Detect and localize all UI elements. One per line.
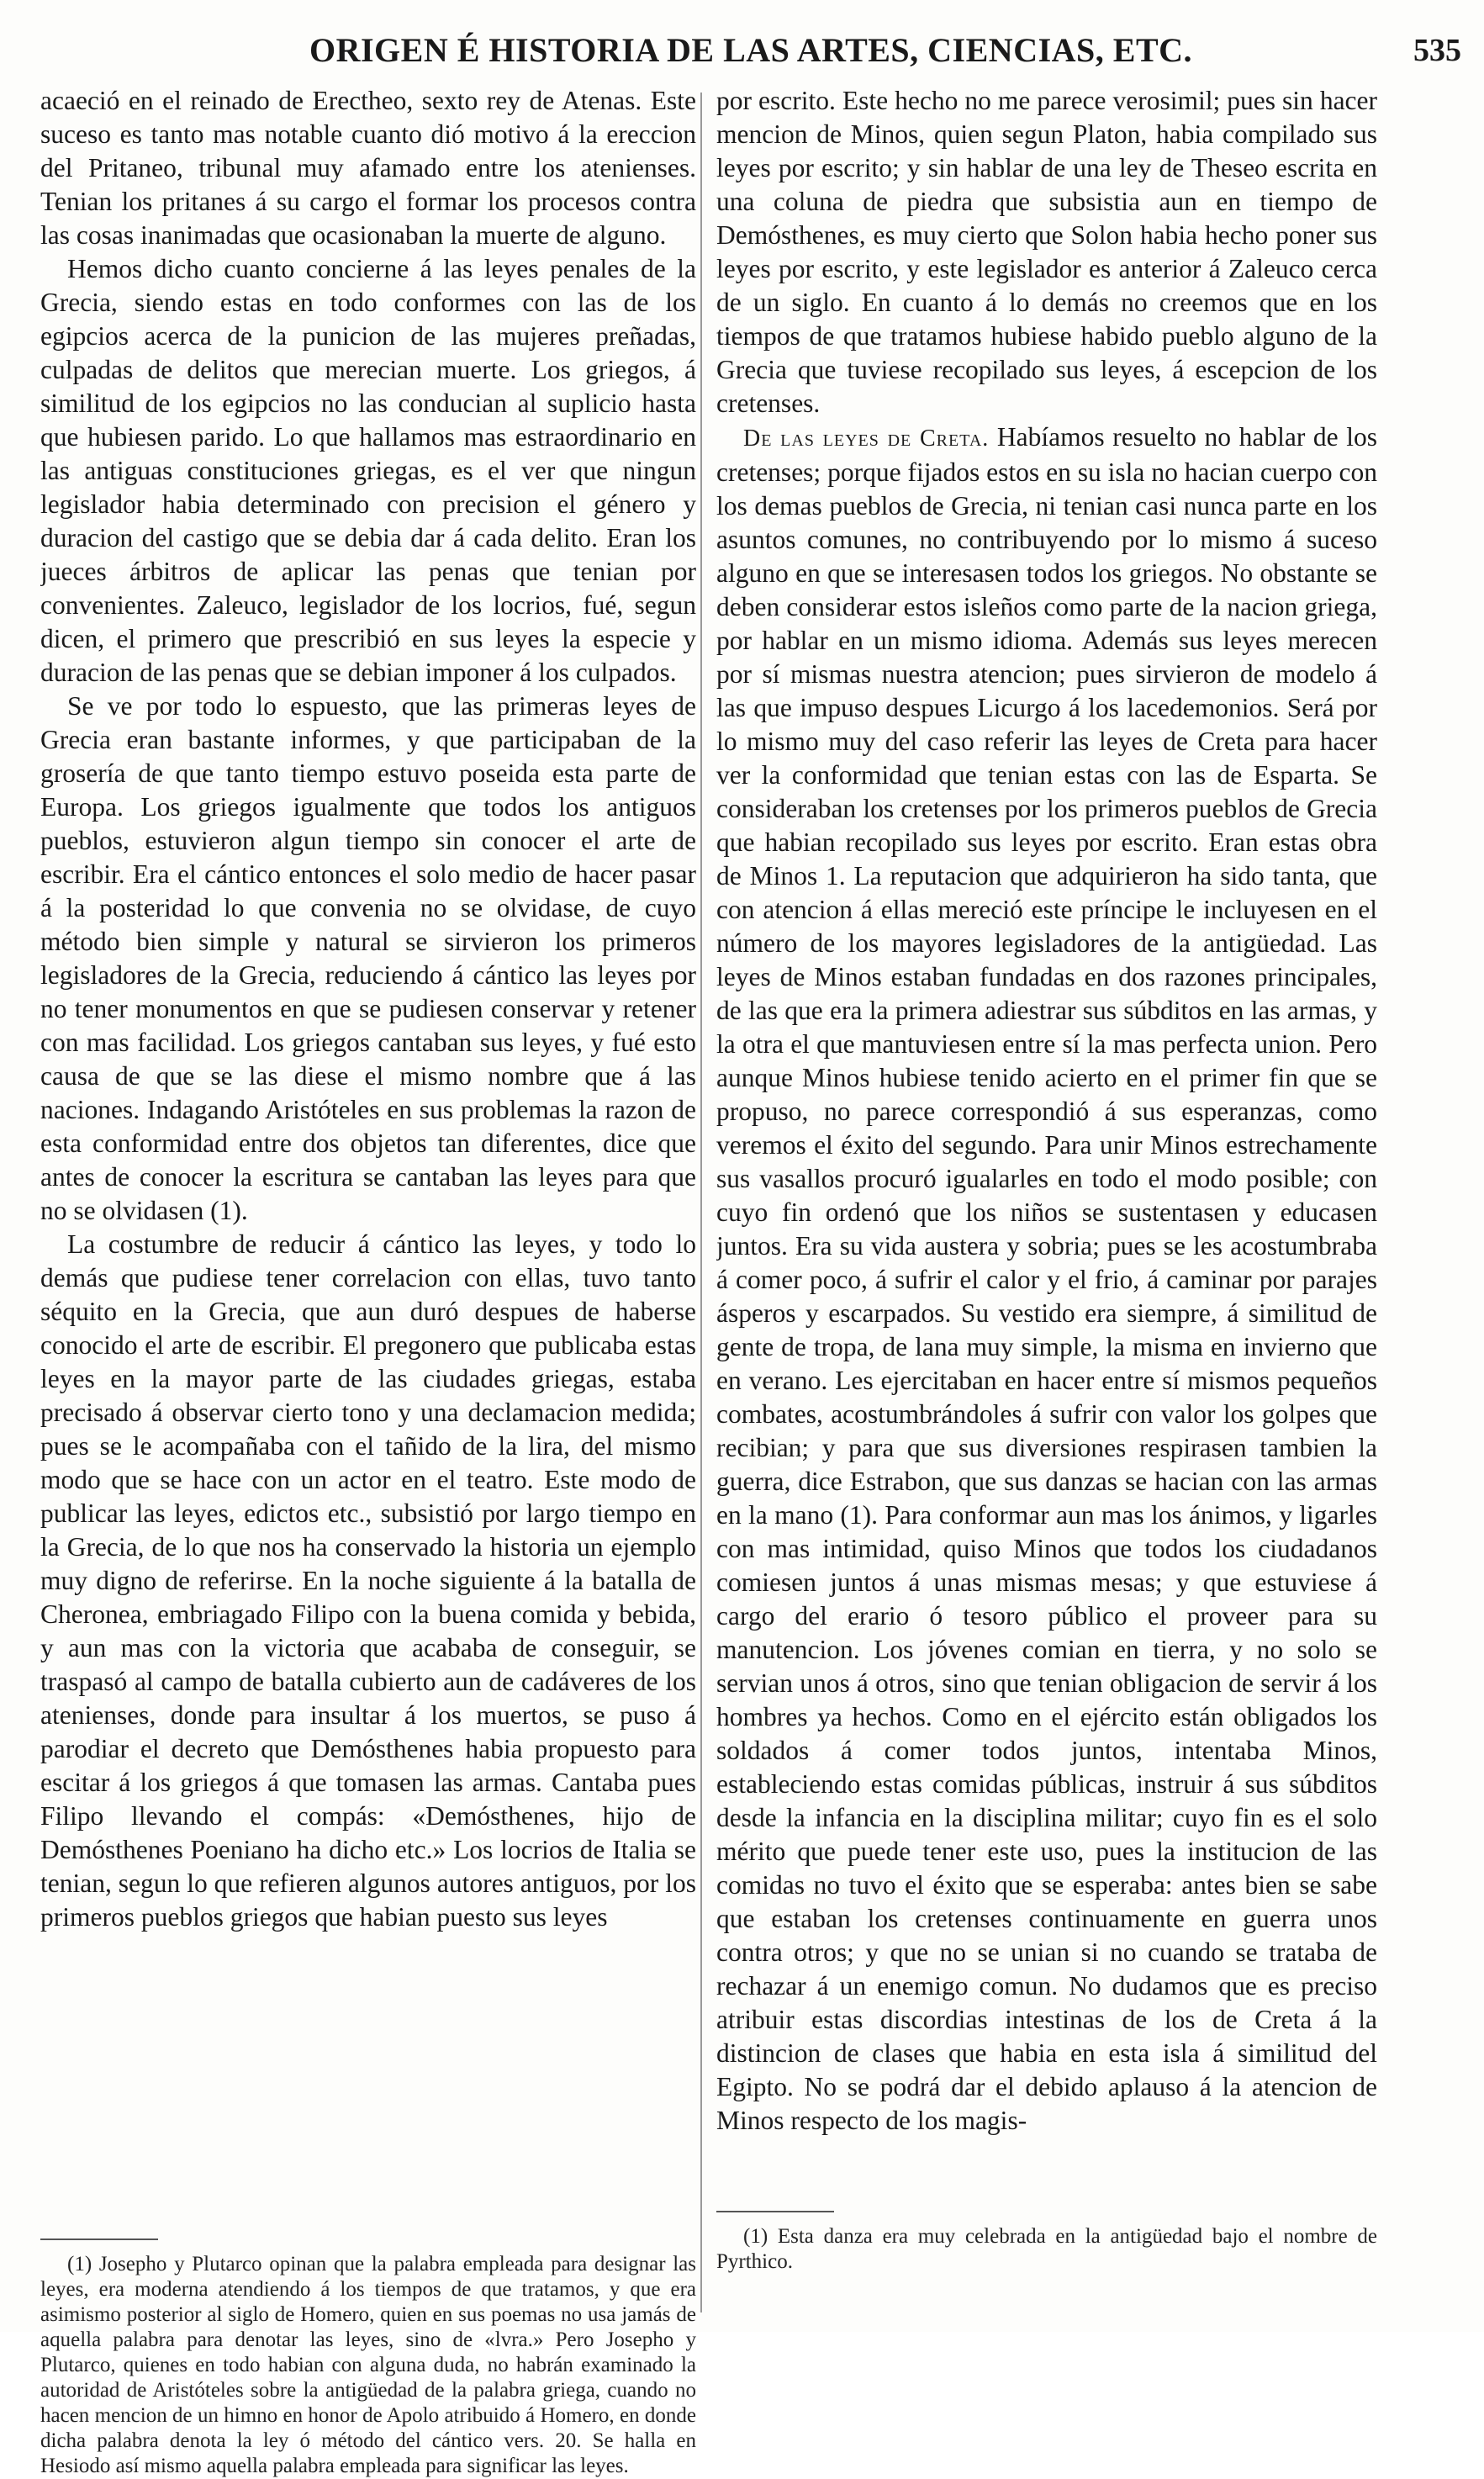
right-footnotes [716, 2191, 1377, 2275]
paragraph: La costumbre de reducir á cántico las leyes, y todo lo demás que pudiese tener correlacion con ellas, tuvo tanto séquito en la Grecia, que aun duró despues de haberse conocido el arte de escribir. El pregonero que publicaba estas leyes en la mayor parte de las ciudades griegas, estaba precisado á observar cierto tono y una declamacion medida; pues se le acompañaba con el tañido de la lira, del mismo modo que se hace con un actor en el teatro. Este modo de publicar las leyes, edictos etc., subsistió por largo tiempo en la Grecia, de lo que nos ha conservado la historia un ejemplo muy digno de referirse. En la noche siguiente á la batalla de Cheronea, embriagado Filipo con la buena comida y bebida, y aun mas con la victoria que acababa de conseguir, se traspasó al campo de batalla cubierto aun de cadáveres de los atenienses, donde para insultar á los muertos, se puso á parodiar el decreto que Demósthenes habia propuesto para escitar á los griegos á que tomasen las armas. Cantaba pues Filipo llevando el compás: «Demósthenes, hijo de Demósthenes Poeniano ha dicho etc.» Los locrios de Italia se tenian, segun lo que refieren algunos autores antiguos, por los primeros pueblos griegos que habian puesto sus leyes [40, 1229, 696, 1932]
paragraph: acaeció en el reinado de Erectheo, sexto rey de Atenas. Este suceso es tanto mas notable cuanto dió motivo á la ereccion del Pritaneo, tribunal muy afamado entre los atenienses. Tenian los pritanes á su cargo el formar los procesos contra las cosas inanimadas que ocasionaban la muerte de alguno. [40, 86, 696, 250]
left-footnotes [40, 2218, 696, 2479]
left-column-body [40, 84, 696, 2216]
column-divider [700, 92, 702, 2312]
right-column [716, 84, 1377, 2329]
paragraph: por escrito. Este hecho no me parece verosimil; pues sin hacer mencion de Minos, quien segun Platon, habia compilado sus leyes por escrito; y sin hablar de una ley de Theseo escrita en una coluna de piedra que subsistia aun en tiempo de Demósthenes, es muy cierto que Solon habia hecho poner sus leyes por escrito, y este legislador es anterior á Zaleuco cerca de un siglo. En cuanto á lo demás no creemos que en los tiempos de que tratamos hubiese habido pueblo alguno de la Grecia que tuviese recopilado sus leyes, á escepcion de los cretenses. [716, 86, 1377, 418]
page-number: 535 [1413, 33, 1461, 68]
section-title: De las leyes de Creta. [743, 426, 990, 452]
footnote-rule [716, 2211, 834, 2212]
footnote-rule [40, 2238, 158, 2240]
left-column [40, 84, 696, 2477]
section-paragraph [716, 420, 1377, 2138]
running-head [40, 29, 1461, 72]
footnote: (1) Esta danza era muy celebrada en la antigüedad bajo el nombre de Pyrthico. [716, 2225, 1377, 2273]
running-title: ORIGEN É HISTORIA DE LAS ARTES, CIENCIAS, ETC. [309, 31, 1193, 69]
right-column-body [716, 84, 1377, 2186]
paragraph: Hemos dicho cuanto concierne á las leyes penales de la Grecia, siendo estas en todo conformes con las de los egipcios acerca de la punicion de las mujeres preñadas, culpadas de delitos que merecian muerte. Los griegos, á similitud de los egipcios no las conducian al suplicio hasta que hubiesen parido. Lo que hallamos mas estraordinario en las antiguas constituciones griegas, es el ver que ningun legislador habia determinado con precision el género y duracion del castigo que se debia dar á cada delito. Eran los jueces árbitros de aplicar las penas que tenian por convenientes. Zaleuco, legislador de los locrios, fué, segun dicen, el primero que prescribió en sus leyes la especie y duracion de las penas que se debian imponer á los culpados. [40, 254, 696, 687]
section-body: Habíamos resuelto no hablar de los cretenses; porque fijados estos en su isla no hacian cuerpo con los demas pueblos de Grecia, ni tenian casi nunca parte en los asuntos comunes, no contribuyendo por lo mismo á suceso alguno en que se interesasen todos los griegos. No obstante se deben considerar estos isleños como parte de la nacion griega, por hablar en un mismo idioma. Además sus leyes merecen por sí mismas nuestra atencion; pues sirvieron de modelo á las que impuso despues Licurgo á los lacedemonios. Será por lo mismo muy del caso referir las leyes de Creta para hacer ver la conformidad que tenian estas con las de Esparta. Se consideraban los cretenses por los primeros pueblos de Grecia que habian recopilado sus leyes por escrito. Eran estas obra de Minos 1. La reputacion que adquirieron ha sido tanta, que con atencion á ellas mereció este príncipe le incluyesen en el número de los mayores legisladores de la antigüedad. Las leyes de Minos estaban fundadas en dos razones principales, de las que era la primera adiestrar sus súbditos en las armas, y la otra el que mantuviesen entre sí la mas perfecta union. Pero aunque Minos hubiese tenido acierto en el primer fin que se propuso, no parece correspondió á sus esperanzas, como veremos el éxito del segundo. Para unir Minos estrechamente sus vasallos procuró igualarles en todo el modo posible; con cuyo fin ordenó que los niños se sustentasen y educasen juntos. Era su vida austera y sobria; pues se les acostumbraba á comer poco, á sufrir el calor y el frio, á caminar por parajes ásperos y escarpados. Su vestido era siempre, á similitud de gente de tropa, de lana muy simple, la misma en invierno que en verano. Les ejercitaban en hacer entre sí mismos pequeños combates, acostumbrándoles á sufrir con valor los golpes que recibian; y para que sus diversiones respirasen tambien la guerra, dice Estrabon, que sus danzas se hacian con las armas en la mano (1). Para conformar aun mas los ánimos, y ligarles con mas intimidad, quiso Minos que todos los ciudadanos comiesen juntos á unas mismas mesas; y que estuviese á cargo del erario ó tesoro público el proveer para su manutencion. Los jóvenes comian en tierra, y no solo se servian unos á otros, sino que tenian obligacion de servir á los hombres ya hechos. Como en el ejército están obligados los soldados á comer todos juntos, intentaba Minos, estableciendo estas comidas públicas, instruir á sus súbditos desde la infancia en la disciplina militar; cuyo fin es el solo mérito que puede tener este uso, pues la institucion de las comidas no tuvo el éxito que se esperaba: antes bien se sabe que estaban los cretenses continuamente en guerra unos contra otros; y que no se unian si no cuando se trataba de rechazar á un enemigo comun. No dudamos que es preciso atribuir estas discordias intestinas de los de Creta á la distincion de clases que habia en esta isla á similitud del Egipto. No se podrá dar el debido aplauso á la atencion de Minos respecto de los magis- [716, 422, 1377, 2135]
footnote: (1) Josepho y Plutarco opinan que la palabra empleada para designar las leyes, era moderna atendiendo á los tiempos de que tratamos, y que era asimismo posterior al siglo de Homero, quien en sus poemas no usa jamás de aquella palabra para denotar las leyes, sino de «lvra.» Pero Josepho y Plutarco, quienes en todo habian con alguna duda, no habrán examinado la autoridad de Aristóteles sobre la antigüedad de la palabra griega, cuando no hacen mencion de un himno en honor de Apolo atribuido á Homero, en donde dicha palabra denota la ley ó método del cántico vers. 20. Se halla en Hesiodo así mismo aquella palabra empleada para significar las leyes. [40, 2253, 696, 2477]
paragraph: Se ve por todo lo espuesto, que las primeras leyes de Grecia eran bastante informes, y que participaban de la grosería de que tanto tiempo estuvo poseida esta parte de Europa. Los griegos igualmente que todos los antiguos pueblos, estuvieron algun tiempo sin conocer el arte de escribir. Era el cántico entonces el solo medio de hacer pasar á la posteridad lo que convenia no se olvidase, de cuyo método bien simple y natural se sirvieron los primeros legisladores de la Grecia, reduciendo á cántico las leyes por no tener monumentos en que se pudiesen conservar y retener con mas facilidad. Los griegos cantaban sus leyes, y fué esto causa de que se las diese el mismo nombre que á las naciones. Indagando Aristóteles en sus problemas la razon de esta conformidad entre dos objetos tan diferentes, dice que antes de conocer la escritura se cantaban las leyes para que no se olvidasen (1). [40, 691, 696, 1225]
